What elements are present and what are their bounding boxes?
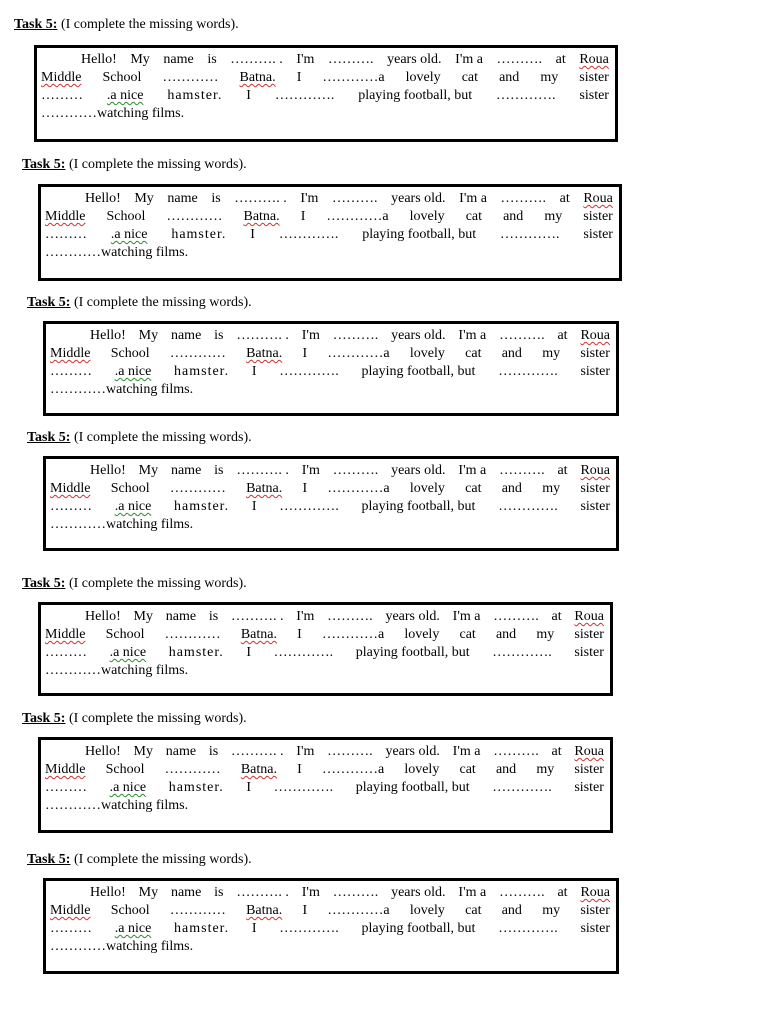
blank[interactable]: ……….: [328, 52, 374, 67]
text-line: ………… watching films.: [50, 939, 194, 954]
text-line: ……… .a nice hamster. I …………. playing football, but …………. sister: [50, 364, 610, 379]
text-line: Hello! My name is ………. . I'm ………. years old. I'm a ………. at Roua: [81, 52, 609, 67]
blank[interactable]: ……….: [493, 609, 539, 624]
task-label: Task 5: [27, 852, 66, 867]
text-line: ………… watching films.: [45, 663, 189, 678]
blank[interactable]: …………: [164, 762, 221, 777]
blank[interactable]: …………a: [322, 70, 385, 85]
text-line: ………… watching films.: [50, 517, 194, 532]
blank[interactable]: ………. .: [234, 191, 287, 206]
text-line: ……… .a nice hamster. I …………. playing football, but …………. sister: [45, 645, 604, 660]
blank[interactable]: ………….: [273, 645, 334, 660]
text-line: ………… watching films.: [45, 245, 189, 260]
paragraph-box: [43, 321, 619, 416]
blank[interactable]: ………….: [279, 364, 339, 379]
text-line: ……… .a nice hamster. I …………. playing football, but …………. sister: [50, 921, 610, 936]
blank[interactable]: …………a: [327, 346, 390, 361]
blank[interactable]: ………….: [492, 780, 552, 795]
text-line: Hello! My name is ………. . I'm ………. years old. I'm a ………. at Roua: [90, 328, 610, 343]
blank[interactable]: …………a: [321, 762, 385, 777]
task-title: Task 5: (I complete the missing words).: [22, 576, 247, 591]
blank[interactable]: ………….: [273, 780, 334, 795]
blank[interactable]: ………….: [278, 227, 339, 242]
text-line: ……… .a nice hamster. I …………. playing football, but …………. sister: [45, 780, 604, 795]
text-line: Middle School ………… Batna. I …………a lovely cat and my sister: [45, 627, 604, 642]
blank[interactable]: ……….: [499, 328, 545, 343]
text-line: Middle School ………… Batna. I …………a lovely cat and my sister: [50, 346, 610, 361]
blank[interactable]: ……….: [332, 191, 378, 206]
blank[interactable]: …………: [166, 209, 223, 224]
blank[interactable]: ………: [45, 227, 87, 242]
blank[interactable]: ………….: [498, 921, 558, 936]
blank[interactable]: …………: [162, 70, 219, 85]
blank[interactable]: ………. .: [236, 463, 289, 478]
blank[interactable]: …………a: [327, 481, 390, 496]
task-instruction: (I complete the missing words).: [68, 711, 247, 726]
blank[interactable]: ………: [50, 364, 92, 379]
text-line: ……… .a nice hamster. I …………. playing football, but …………. sister: [45, 227, 613, 242]
blank[interactable]: …………: [169, 903, 226, 918]
paragraph-box: [43, 456, 619, 551]
blank[interactable]: …………a: [321, 627, 385, 642]
blank[interactable]: ……….: [496, 52, 543, 67]
task-instruction: (I complete the missing words).: [73, 430, 252, 445]
task-instruction: (I complete the missing words).: [68, 157, 247, 172]
task-label: Task 5: [22, 157, 61, 172]
blank[interactable]: ………….: [274, 88, 335, 103]
task-title: Task 5: (I complete the missing words).: [27, 295, 252, 310]
text-line: ………… watching films.: [50, 382, 194, 397]
blank[interactable]: ……….: [332, 463, 379, 478]
blank[interactable]: ………. .: [230, 52, 283, 67]
blank[interactable]: ……….: [499, 463, 545, 478]
blank[interactable]: …………: [45, 245, 101, 260]
text-line: Hello! My name is ………. . I'm ………. years old. I'm a ………. at Roua: [90, 463, 610, 478]
task-instruction: (I complete the missing words).: [73, 852, 252, 867]
blank[interactable]: …………: [45, 663, 101, 678]
blank[interactable]: ………….: [498, 499, 558, 514]
paragraph-box: [38, 184, 622, 281]
blank[interactable]: ……….: [332, 328, 379, 343]
text-line: Middle School ………… Batna. I …………a lovely cat and my sister: [45, 209, 613, 224]
task-label: Task 5: [22, 711, 61, 726]
blank[interactable]: ………….: [500, 227, 560, 242]
text-line: Hello! My name is ………. . I'm ………. years old. I'm a ………. at Roua: [90, 885, 610, 900]
blank[interactable]: ………….: [496, 88, 556, 103]
text-line: Middle School ………… Batna. I …………a lovely cat and my sister: [45, 762, 604, 777]
blank[interactable]: …………: [50, 517, 106, 532]
blank[interactable]: ……….: [493, 744, 539, 759]
blank[interactable]: ………….: [492, 645, 552, 660]
blank[interactable]: ………: [41, 88, 83, 103]
blank[interactable]: …………: [169, 346, 226, 361]
blank[interactable]: …………: [50, 382, 106, 397]
text-line: Middle School ………… Batna. I …………a lovely cat and my sister: [50, 903, 610, 918]
paragraph-box: [43, 878, 619, 974]
blank[interactable]: …………a: [327, 903, 390, 918]
blank[interactable]: ………. .: [236, 885, 289, 900]
text-line: ………… watching films.: [41, 106, 185, 121]
paragraph-box: [38, 737, 613, 833]
blank[interactable]: ……….: [499, 885, 545, 900]
blank[interactable]: …………: [50, 939, 106, 954]
task-label: Task 5: [22, 576, 61, 591]
task-title: Task 5: (I complete the missing words).: [27, 852, 252, 867]
blank[interactable]: …………: [41, 106, 97, 121]
paragraph-box: [38, 602, 613, 696]
blank[interactable]: ………….: [498, 364, 558, 379]
blank[interactable]: ………: [50, 499, 92, 514]
text-line: ……… .a nice hamster. I …………. playing football, but …………. sister: [50, 499, 610, 514]
task-label: Task 5: [14, 17, 53, 32]
task-label: Task 5: [27, 430, 66, 445]
blank[interactable]: ………: [45, 645, 87, 660]
blank[interactable]: ……….: [327, 744, 373, 759]
text-line: Middle School ………… Batna. I …………a lovely cat and my sister: [50, 481, 610, 496]
paragraph-box: [34, 45, 618, 142]
task-label: Task 5: [27, 295, 66, 310]
task-title: Task 5: (I complete the missing words).: [22, 711, 247, 726]
text-line: ……… .a nice hamster. I …………. playing football, but …………. sister: [41, 88, 609, 103]
task-title: Task 5: (I complete the missing words).: [14, 17, 239, 32]
blank[interactable]: ………: [50, 921, 92, 936]
task-instruction: (I complete the missing words).: [73, 295, 252, 310]
text-line: Hello! My name is ………. . I'm ………. years old. I'm a ………. at Roua: [85, 609, 604, 624]
blank[interactable]: …………: [169, 481, 226, 496]
blank[interactable]: ……….: [332, 885, 379, 900]
blank[interactable]: ………….: [279, 921, 339, 936]
blank[interactable]: ………. .: [231, 744, 284, 759]
blank[interactable]: …………: [45, 798, 101, 813]
blank[interactable]: ………….: [279, 499, 339, 514]
text-line: ………… watching films.: [45, 798, 189, 813]
text-line: Hello! My name is ………. . I'm ………. years old. I'm a ………. at Roua: [85, 191, 613, 206]
text-line: Hello! My name is ………. . I'm ………. years old. I'm a ………. at Roua: [85, 744, 604, 759]
blank[interactable]: ………. .: [236, 328, 289, 343]
task-instruction: (I complete the missing words).: [68, 576, 247, 591]
task-title: Task 5: (I complete the missing words).: [27, 430, 252, 445]
blank[interactable]: ……….: [327, 609, 373, 624]
blank[interactable]: …………: [164, 627, 221, 642]
task-instruction: (I complete the missing words).: [60, 17, 239, 32]
blank[interactable]: ………. .: [231, 609, 284, 624]
blank[interactable]: ………: [45, 780, 87, 795]
task-title: Task 5: (I complete the missing words).: [22, 157, 247, 172]
text-line: Middle School ………… Batna. I …………a lovely cat and my sister: [41, 70, 609, 85]
blank[interactable]: …………a: [326, 209, 389, 224]
blank[interactable]: ……….: [500, 191, 547, 206]
